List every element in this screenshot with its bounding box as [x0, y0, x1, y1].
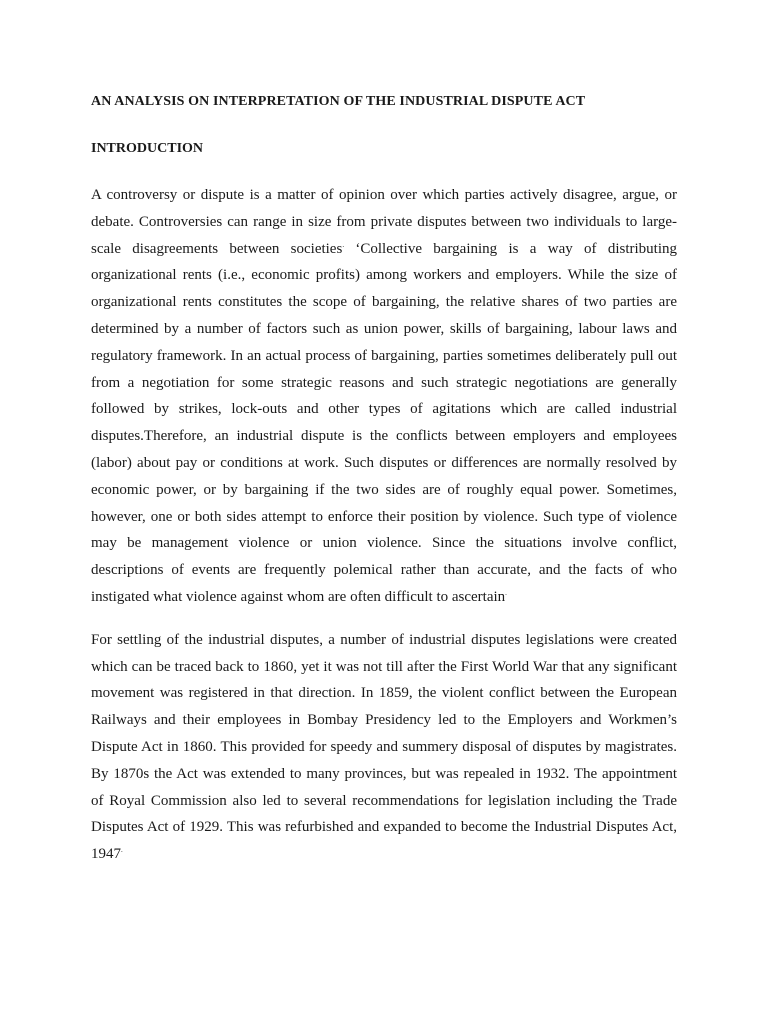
paragraph-1-text-a: A controversy or dispute is a matter of opinion over which parties actively disagree, argue, or debate. Controversies can range in size from private disputes between two individuals to large-scale disagreements between societies	[91, 187, 677, 257]
paragraph-2	[91, 627, 677, 868]
footnote-mark: .	[505, 588, 507, 597]
paragraph-1	[91, 182, 677, 611]
footnote-mark: .	[342, 240, 345, 249]
paragraph-1-text-b: ‘Collective bargaining is a way of distributing organizational rents (i.e., economic profits) among workers and employers. While the size of organizational rents constitutes the scope of bargaining, the relative shares of two parties are determined by a number of factors such as union power, skills of bargaining, labour laws and regulatory framework. In an actual process of bargaining, parties sometimes deliberately pull out from a negotiation for some strategic reasons and such strategic negotiations are generally followed by strikes, lock-outs and other types of agitations which are called industrial disputes.Therefore, an industrial dispute is the conflicts between employers and employees (labor) about pay or conditions at work. Such disputes or differences are normally resolved by economic power, or by bargaining if the two sides are of roughly equal power. Sometimes, however, one or both sides attempt to enforce their position by violence. Such type of violence may be management violence or union violence. Since the situations involve conflict, descriptions of events are frequently polemical rather than accurate, and the facts of who instigated what violence against whom are often difficult to ascertain	[91, 240, 677, 605]
document-title: AN ANALYSIS ON INTERPRETATION OF THE INDUSTRIAL DISPUTE ACT	[91, 94, 586, 109]
paragraph-2-text: For settling of the industrial disputes, a number of industrial disputes legislations were created which can be traced back to 1860, yet it was not till after the First World War that any significant movement was registered in that direction. In 1859, the violent conflict between the European Railways and their employees in Bombay Presidency led to the Employers and Workmen’s Dispute Act in 1860. This provided for speedy and summery disposal of disputes by magistrates. By 1870s the Act was extended to many provinces, but was repealed in 1932. The appointment of Royal Commission also led to several recommendations for legislation including the Trade Disputes Act of 1929. This was refurbished and expanded to become the Industrial Disputes Act, 1947	[91, 631, 677, 863]
section-heading: INTRODUCTION	[91, 141, 204, 156]
footnote-mark: .	[121, 846, 123, 855]
